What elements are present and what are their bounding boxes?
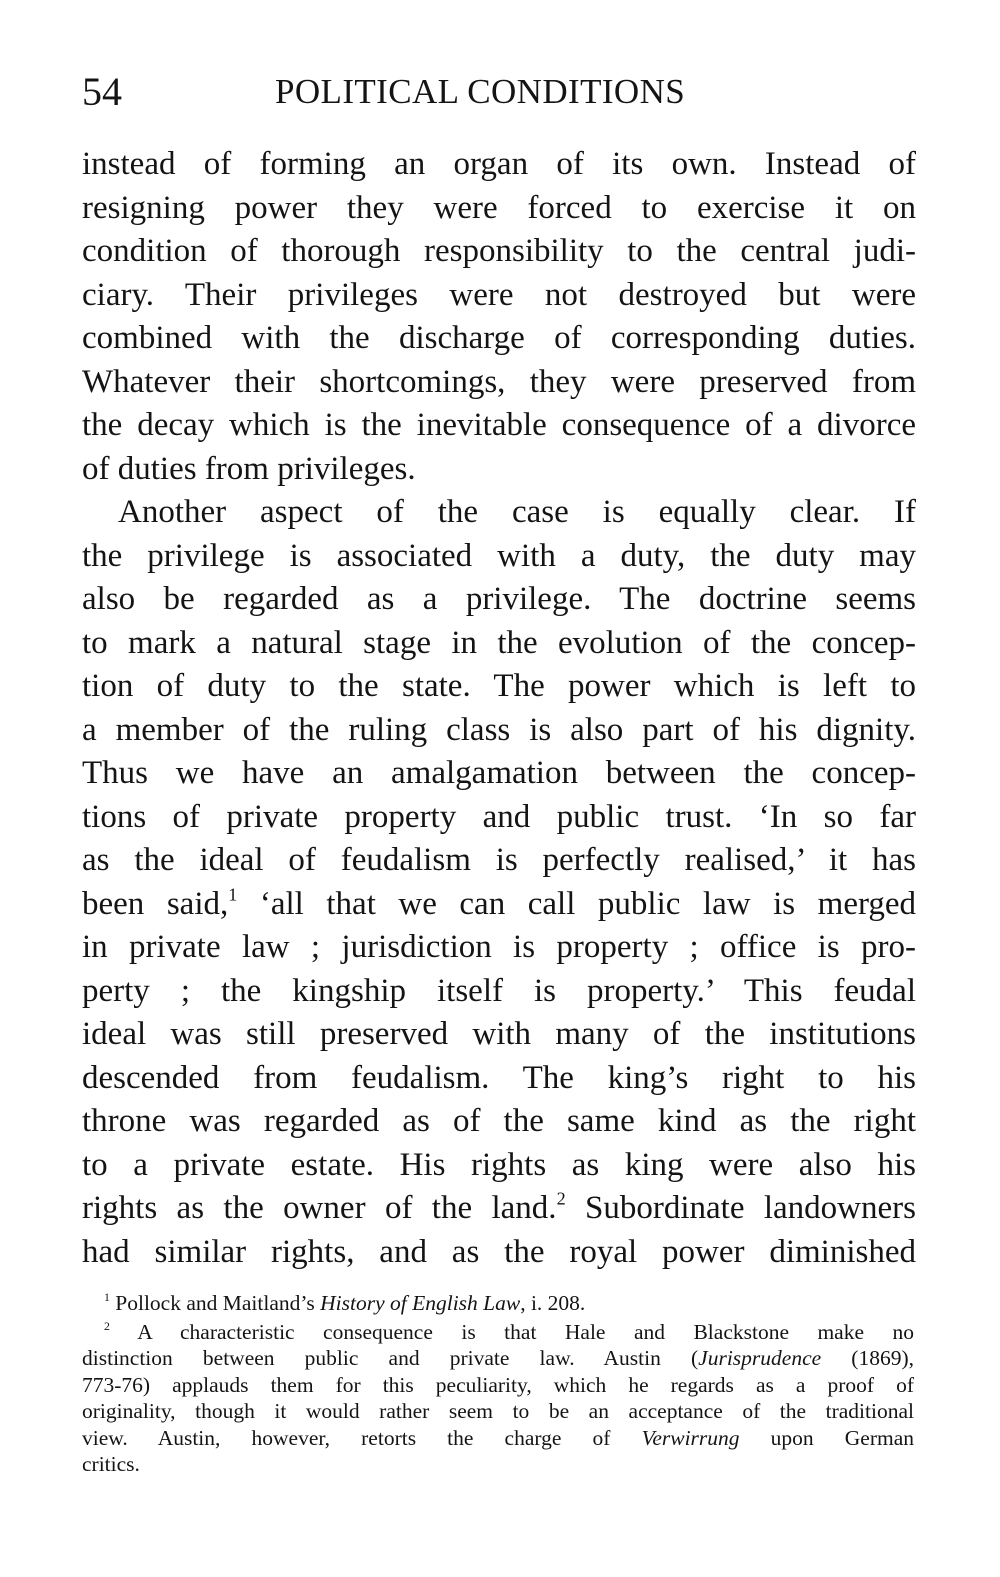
footnote-ref: 2 [556,1188,566,1209]
text-line: tions of private property and public trust. ‘In so far [82,798,916,835]
text-line: a member of the ruling class is also part of his dignity. [82,711,916,748]
text-line: to a private estate. His rights as king were also his [82,1146,916,1183]
footnote-2-line: 773-76) applauds them for this peculiarity, which he regards as a proof of [82,1372,914,1397]
footnote-2-line [82,1425,914,1452]
text-segment: Subordinate landowners [565,1190,916,1226]
footnote-title: History of English Law [320,1291,521,1315]
footnote-2-line [82,1319,914,1346]
footnote-text: Pollock and Maitland’s [109,1291,321,1315]
page-number: 54 [82,69,122,114]
body-text [82,143,916,1274]
running-head: POLITICAL CONDITIONS [275,72,686,111]
footnote-text: (1869), [821,1346,915,1370]
text-line [82,883,916,927]
footnote-2-line: originality, though it would rather seem to be an acceptance of the traditional [82,1399,914,1423]
page-header [82,68,920,116]
text-line: Thus we have an amalgamation between the concep- [82,755,916,791]
text-line: ciary. Their privileges were not destroyed but were [82,276,916,313]
text-segment: rights as the owner of the land. [82,1190,557,1226]
footnote-marker: 2 [104,1318,110,1333]
text-line: as the ideal of feudalism is perfectly realised,’ it has [82,842,916,878]
footnote-2-line [82,1345,914,1372]
text-line: Whatever their shortcomings, they were preserved from [82,363,916,400]
footnotes [82,1290,914,1478]
footnote-text: upon German [739,1425,915,1450]
text-line: also be regarded as a privilege. The doctrine seems [82,581,916,617]
text-segment: ‘all that we can call public law is merged [237,885,917,922]
text-line: to mark a natural stage in the evolution of the concep- [82,624,916,661]
text-line [82,1187,916,1231]
text-line: Another aspect of the case is equally clear. If [118,494,916,530]
text-segment: been said, [82,885,229,922]
text-line: instead of forming an organ of its own. Instead of [82,146,916,182]
footnote-1 [82,1290,914,1317]
footnote-ref: 1 [228,883,238,904]
footnote-marker: 1 [104,1290,110,1305]
footnote-text: distinction between public and private law. Austin ( [82,1346,699,1370]
text-line: the privilege is associated with a duty, the duty may [82,537,916,574]
text-line: the decay which is the inevitable consequence of a divorce [82,407,916,443]
text-line: descended from feudalism. The king’s right to his [82,1059,916,1096]
footnote-text: , i. 208. [520,1291,586,1315]
text-line: combined with the discharge of corresponding duties. [82,320,916,356]
footnote-text: A characteristic consequence is that Hale and Blackstone make no [109,1319,914,1344]
text-line: condition of thorough responsibility to the central judi- [82,233,916,269]
text-line: of duties from privileges. [82,450,416,487]
text-line: tion of duty to the state. The power which is left to [82,668,916,704]
text-line: resigning power they were forced to exercise it on [82,189,916,226]
footnote-text: view. Austin, however, retorts the charge of [82,1425,642,1450]
footnote-2-line: critics. [82,1452,140,1476]
text-line: throne was regarded as of the same kind as the right [82,1103,916,1139]
text-line: ideal was still preserved with many of the institutions [82,1016,916,1052]
text-line: in private law ; jurisdiction is property ; office is pro- [82,929,916,965]
text-line: had similar rights, and as the royal power diminished [82,1233,916,1270]
footnote-title: Jurisprudence [698,1346,822,1370]
text-line: perty ; the kingship itself is property.’ This feudal [82,972,916,1009]
footnote-word: Verwirrung [641,1425,740,1450]
